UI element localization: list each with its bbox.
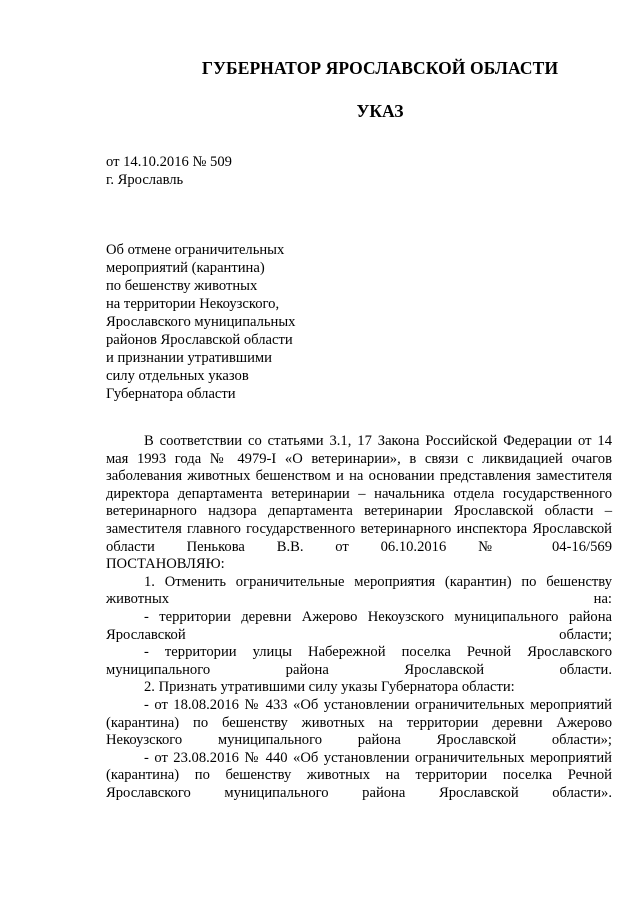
item-2-a: - от 18.08.2016 № 433 «Об установлении ограничительных мероприятий (карантина) по бешенству животных на территории деревни Ажерово Некоузского муниципального района Ярославской области»; <box>106 696 612 749</box>
document-kind: УКАЗ <box>356 101 404 121</box>
preamble-paragraph: В соответствии со статьями 3.1, 17 Закона Российской Федерации от 14 мая 1993 года № 4979-I «О ветеринарии», в связи с ликвидацией очагов заболевания животных бешенством и на основании представления заместителя директора департамента ветеринарии – начальника отдела государственного ветеринарного надзора департамента ветеринарии Ярославской области – заместителя главного государственного ветеринарного инспектора Ярославской области Пенькова В.В. от 06.10.2016 № 04-16/569 <box>106 433 612 555</box>
decree-word: ПОСТАНОВЛЯЮ: <box>106 556 225 573</box>
date-number: от 14.10.2016 № 509 <box>106 154 232 170</box>
subject-line: по бешенству животных <box>106 278 258 294</box>
subject-line: Ярославского муниципальных <box>106 314 296 330</box>
authority-title: ГУБЕРНАТОР ЯРОСЛАВСКОЙ ОБЛАСТИ <box>201 58 559 78</box>
item-1-a: - территории деревни Ажерово Некоузского муниципального района Ярославской области; <box>106 608 612 643</box>
subject-line: на территории Некоузского, <box>106 296 280 312</box>
subject-line: и признании утратившими <box>106 350 272 366</box>
place: г. Ярославль <box>106 172 184 188</box>
subject-line: Губернатора области <box>106 386 236 402</box>
subject-line: мероприятий (карантина) <box>106 260 265 276</box>
item-2-b: - от 23.08.2016 № 440 «Об установлении ограничительных мероприятий (карантина) по бешенству животных на территории поселка Речной Ярославского муниципального района Ярославской области». <box>106 749 612 801</box>
subject-line: Об отмене ограничительных <box>106 242 285 258</box>
document-body <box>106 433 612 802</box>
document-subject <box>106 241 295 403</box>
subject-line: районов Ярославской области <box>106 332 293 348</box>
subject-line: силу отдельных указов <box>106 368 249 384</box>
item-1: 1. Отменить ограничительные мероприятия (карантин) по бешенству животных на: <box>106 573 612 608</box>
item-1-b: - территории улицы Набережной поселка Речной Ярославского муниципального района Ярославской области. <box>106 644 612 678</box>
item-2: 2. Признать утратившими силу указы Губернатора области: <box>144 679 515 696</box>
document-meta <box>106 153 232 189</box>
